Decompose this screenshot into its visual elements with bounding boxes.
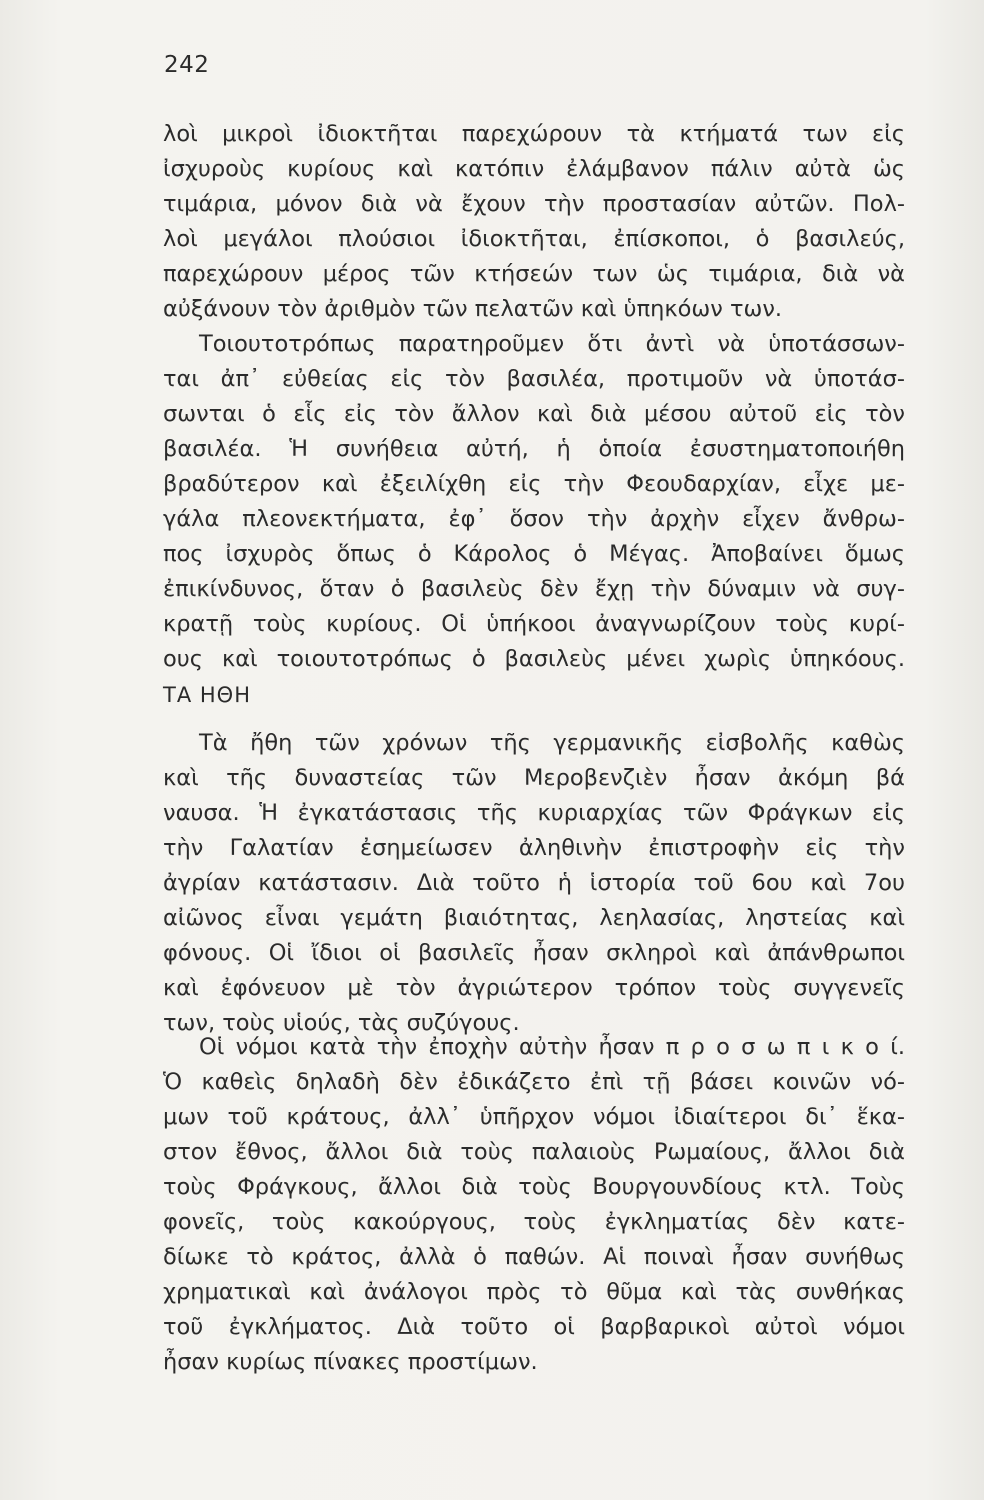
text-line: πος ἰσχυρὸς ὅπως ὁ Κάρολος ὁ Μέγας. Ἀποβαίνει ὅμως — [163, 541, 905, 567]
text-line: των, τοὺς υἱούς, τὰς συζύγους. — [163, 1010, 520, 1036]
page-number: 242 — [164, 52, 210, 78]
text-line: φονεῖς, τοὺς κακούργους, τοὺς ἐγκληματίας δὲν κατε- — [163, 1209, 905, 1235]
text-line: καὶ τῆς δυναστείας τῶν Μεροβενζιὲν ἦσαν ἀκόμη βά — [163, 765, 905, 791]
text-line: ἦσαν κυρίως πίνακες προστίμων. — [163, 1349, 538, 1375]
text-line: ναυσα. Ἡ ἐγκατάστασις τῆς κυριαρχίας τῶν Φράγκων εἰς — [163, 800, 905, 826]
text-line: τιμάρια, μόνον διὰ νὰ ἔχουν τὴν προστασίαν αὐτῶν. Πολ- — [163, 191, 905, 217]
text-line: Τοιουτοτρόπως παρατηροῦμεν ὅτι ἀντὶ νὰ ὑποτάσσων- — [199, 331, 905, 357]
text-line: δίωκε τὸ κράτος, ἀλλὰ ὁ παθών. Αἱ ποιναὶ ἦσαν συνήθως — [163, 1244, 905, 1270]
text-line: βασιλέα. Ἡ συνήθεια αὐτή, ἡ ὁποία ἐσυστηματοποιήθη — [163, 436, 905, 462]
text-line: αὐξάνουν τὸν ἀριθμὸν τῶν πελατῶν καὶ ὑπηκόων των. — [163, 296, 783, 322]
paragraph-2 — [163, 327, 905, 677]
paragraph-3 — [163, 726, 905, 1041]
text-line: ται ἀπ᾽ εὐθείας εἰς τὸν βασιλέα, προτιμοῦν νὰ ὑποτάσ- — [163, 366, 905, 392]
text-line: τὴν Γαλατίαν ἐσημείωσεν ἀληθινὴν ἐπιστροφὴν εἰς τὴν — [163, 835, 905, 861]
paragraph-4 — [163, 1030, 905, 1380]
text-line: λοὶ μεγάλοι πλούσιοι ἰδιοκτῆται, ἐπίσκοποι, ὁ βασιλεύς, — [163, 226, 905, 252]
text-line: χρηματικαὶ καὶ ἀνάλογοι πρὸς τὸ θῦμα καὶ τὰς συνθήκας — [163, 1279, 905, 1305]
paragraph-1 — [163, 117, 905, 327]
text-line: Τὰ ἤθη τῶν χρόνων τῆς γερμανικῆς εἰσβολῆς καθὼς — [199, 730, 905, 756]
text-line: αἰῶνος εἶναι γεμάτη βιαιότητας, λεηλασίας, ληστείας καὶ — [163, 905, 905, 931]
text-line: ους καὶ τοιουτοτρόπως ὁ βασιλεὺς μένει χωρὶς ὑπηκόους. — [163, 646, 905, 672]
text-line: παρεχώρουν μέρος τῶν κτήσεών των ὡς τιμάρια, διὰ νὰ — [163, 261, 905, 287]
section-heading: ΤΑ ΗΘΗ — [163, 683, 251, 707]
text-line: φόνους. Οἱ ἴδιοι οἱ βασιλεῖς ἦσαν σκληροὶ καὶ ἀπάνθρωποι — [163, 940, 905, 966]
text-line: τοῦ ἐγκλήματος. Διὰ τοῦτο οἱ βαρβαρικοὶ αὐτοὶ νόμοι — [163, 1314, 905, 1340]
text-line: βραδύτερον καὶ ἐξειλίχθη εἰς τὴν Φεουδαρχίαν, εἶχε με- — [163, 471, 905, 497]
text-line: στον ἔθνος, ἄλλοι διὰ τοὺς παλαιοὺς Ρωμαίους, ἄλλοι διὰ — [163, 1139, 905, 1165]
text-line: τοὺς Φράγκους, ἄλλοι διὰ τοὺς Βουργουνδίους κτλ. Τοὺς — [163, 1174, 905, 1200]
text-line: ἐπικίνδυνος, ὅταν ὁ βασιλεὺς δὲν ἔχῃ τὴν δύναμιν νὰ συγ- — [163, 576, 905, 602]
text-line: κρατῇ τοὺς κυρίους. Οἱ ὑπήκοοι ἀναγνωρίζουν τοὺς κυρί- — [163, 611, 905, 637]
text-line: γάλα πλεονεκτήματα, ἐφ᾽ ὅσον τὴν ἀρχὴν εἶχεν ἄνθρω- — [163, 506, 905, 532]
text-line: Οἱ νόμοι κατὰ τὴν ἐποχὴν αὐτὴν ἦσαν π ρ ο σ ω π ι κ ο ί. — [199, 1034, 905, 1060]
text-line: ἀγρίαν κατάστασιν. Διὰ τοῦτο ἡ ἱστορία τοῦ 6ου καὶ 7ου — [163, 870, 905, 896]
text-line: καὶ ἐφόνευον μὲ τὸν ἀγριώτερον τρόπον τοὺς συγγενεῖς — [163, 975, 905, 1001]
text-line: ἰσχυροὺς κυρίους καὶ κατόπιν ἐλάμβανον πάλιν αὐτὰ ὡς — [163, 156, 905, 182]
text-line: σωνται ὁ εἷς εἰς τὸν ἄλλον καὶ διὰ μέσου αὐτοῦ εἰς τὸν — [163, 401, 905, 427]
text-line: μων τοῦ κράτους, ἀλλ᾽ ὑπῆρχον νόμοι ἰδιαίτεροι δι᾽ ἕκα- — [163, 1104, 905, 1130]
text-line: Ὁ καθεὶς δηλαδὴ δὲν ἐδικάζετο ἐπὶ τῇ βάσει κοινῶν νό- — [163, 1069, 905, 1095]
text-line: λοὶ μικροὶ ἰδιοκτῆται παρεχώρουν τὰ κτήματά των εἰς — [163, 121, 905, 147]
